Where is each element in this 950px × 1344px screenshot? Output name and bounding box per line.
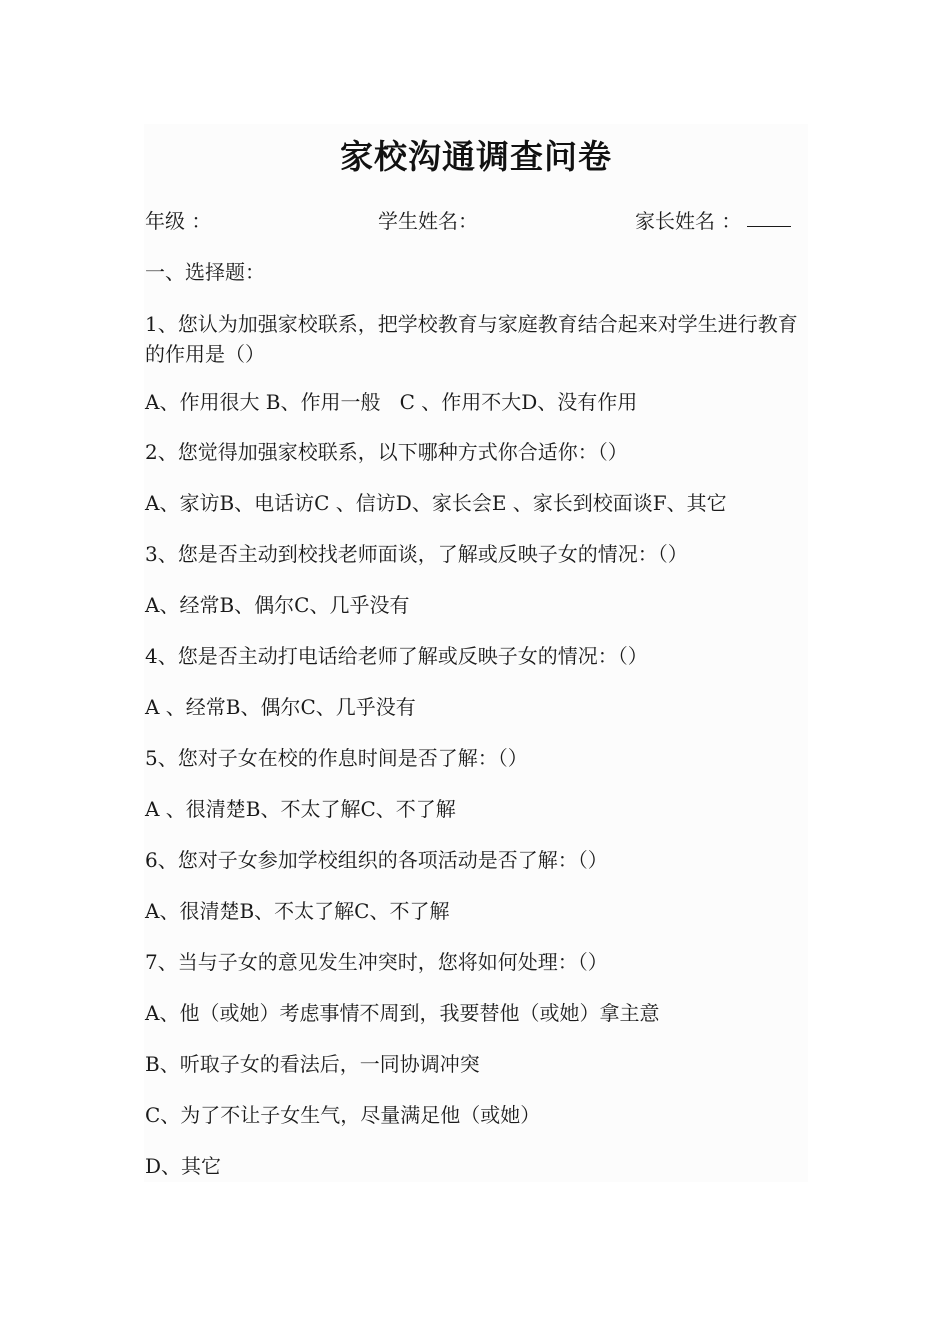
question-7-option-c: C、为了不让子女生气，尽量满足他（或她）: [145, 1103, 541, 1127]
section-heading: 一、选择题：: [145, 260, 265, 284]
grade-label: 年级 ：: [145, 209, 212, 233]
question-7-option-d: D、其它: [145, 1154, 222, 1178]
question-7-option-b: B、听取子女的看法后，一同协调冲突: [145, 1052, 480, 1076]
question-7: 7、当与子女的意见发生冲突时，您将如何处理：（）: [145, 950, 608, 974]
question-5-options: A 、很清楚B、不太了解C、不了解: [145, 797, 456, 821]
page-title: 家校沟通调查问卷: [340, 137, 612, 176]
question-3-options: A、经常B、偶尔C、几乎没有: [145, 593, 410, 617]
question-6-options: A、很清楚B、不太了解C、不了解: [145, 899, 450, 923]
question-7-option-a: A、他（或她）考虑事情不周到，我要替他（或她）拿主意: [145, 1001, 660, 1025]
question-1-options: A、作用很大 B、作用一般 C 、作用不大D、没有作用: [145, 390, 638, 414]
question-4: 4、您是否主动打电话给老师了解或反映子女的情况：（）: [145, 644, 648, 668]
parent-name-label: 家长姓名 ：: [635, 209, 742, 233]
question-1: 1、您认为加强家校联系，把学校教育与家庭教育结合起来对学生进行教育的作用是（）: [145, 312, 798, 366]
question-3: 3、您是否主动到校找老师面谈，了解或反映子女的情况：（）: [145, 542, 688, 566]
question-4-options: A 、经常B、偶尔C、几乎没有: [145, 695, 416, 719]
parent-name-field: [635, 206, 741, 236]
question-2: 2、您觉得加强家校联系，以下哪种方式你合适你：（）: [145, 440, 628, 464]
student-name-label: 学生姓名：: [378, 209, 478, 233]
question-2-options: A、家访B、电话访C 、信访D、家长会E 、家长到校面谈F、其它: [145, 491, 727, 515]
question-5: 5、您对子女在校的作息时间是否了解：（）: [145, 746, 528, 770]
question-6: 6、您对子女参加学校组织的各项活动是否了解：（）: [145, 848, 608, 872]
info-row: [145, 206, 807, 238]
parent-name-blank: [747, 206, 791, 227]
